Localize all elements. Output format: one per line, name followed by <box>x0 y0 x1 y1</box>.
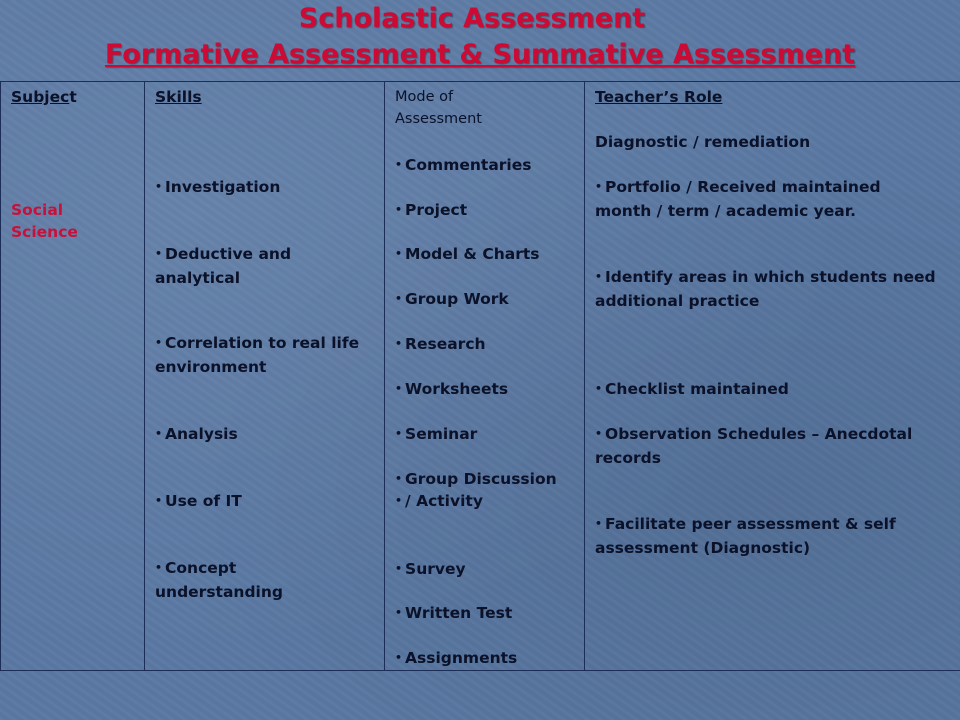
mode-header: Mode of Assessment <box>395 89 482 127</box>
teacher-role-intro: Diagnostic / remediation <box>595 133 811 151</box>
teacher-role-item: • Identify areas in which students need additional practice <box>595 266 940 312</box>
skills-header: Skills <box>155 88 202 106</box>
subject-header: Subject <box>11 88 77 106</box>
skill-item: • Investigation <box>155 176 375 200</box>
mode-item: • Survey <box>395 558 466 582</box>
teacher-role-item: • Facilitate peer assessment & self assessment (Diagnostic) <box>595 513 940 559</box>
mode-item: • Seminar <box>395 423 477 447</box>
skill-item: • Analysis <box>155 423 375 447</box>
teacher-role-item: • Observation Schedules – Anecdotal records <box>595 423 945 469</box>
mode-item: • Commentaries <box>395 154 531 178</box>
mode-item: • Assignments <box>395 647 517 671</box>
skill-item: • Use of IT <box>155 490 375 514</box>
mode-item: • / Activity <box>395 490 483 514</box>
slide-subtitle: Formative Assessment & Summative Assessment <box>104 39 856 70</box>
teacher-role-column <box>585 82 960 670</box>
mode-item: • Research <box>395 333 486 357</box>
subject-column <box>1 82 144 670</box>
mode-item: • Worksheets <box>395 378 508 402</box>
mode-item: • Group Discussion <box>395 468 557 492</box>
skill-item: • Correlation to real life environment <box>155 332 377 378</box>
assessment-table <box>0 81 960 671</box>
mode-item: • Project <box>395 199 467 223</box>
skills-column <box>145 82 384 670</box>
mode-item: • Model & Charts <box>395 243 539 267</box>
subject-value: Social Science <box>11 201 78 241</box>
teacher-role-header: Teacher’s Role <box>595 88 723 106</box>
mode-item: • Group Work <box>395 288 509 312</box>
mode-column <box>385 82 584 670</box>
teacher-role-item: • Portfolio / Received maintained month / term / academic year. <box>595 176 940 222</box>
slide-title: Scholastic Assessment <box>298 3 646 34</box>
skill-item: • Concept understanding <box>155 557 325 603</box>
skill-item: • Deductive and analytical <box>155 243 375 289</box>
teacher-role-item: • Checklist maintained <box>595 378 940 402</box>
mode-item: • Written Test <box>395 602 512 626</box>
